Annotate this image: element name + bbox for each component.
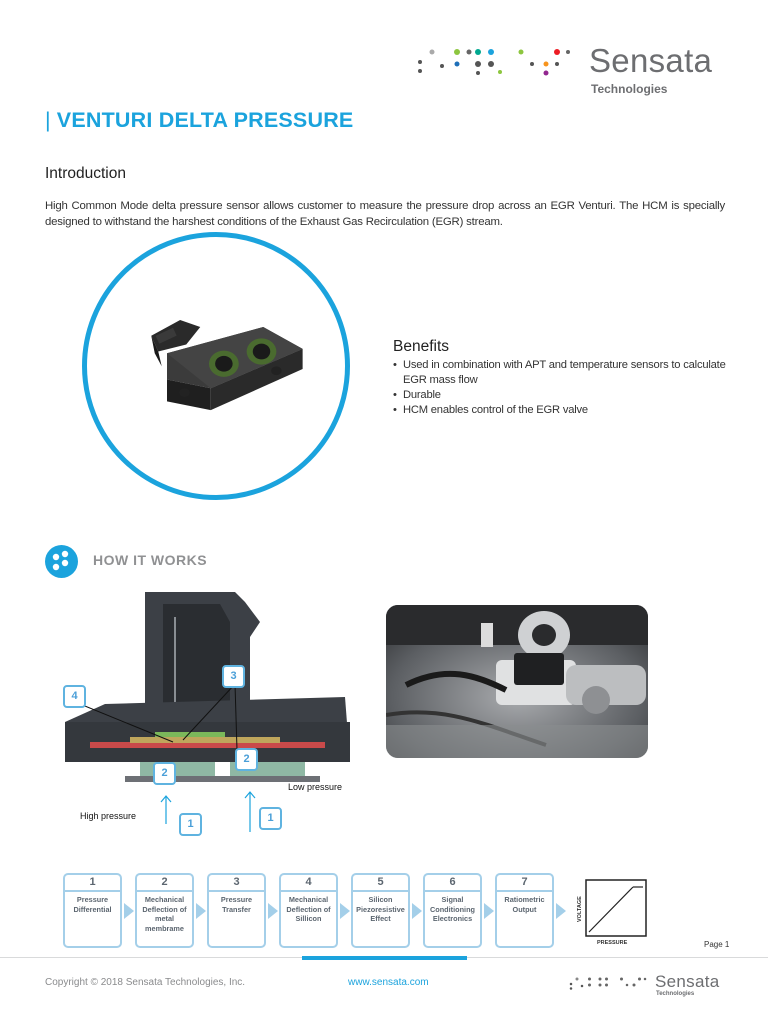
title-bar: | (45, 108, 51, 132)
brand-name: Sensata (589, 42, 713, 79)
benefits-heading: Benefits (393, 338, 450, 355)
copyright-text: Copyright © 2018 Sensata Technologies, Inc. (45, 977, 246, 988)
process-step-7 (495, 873, 554, 948)
step-number: 1 (65, 875, 120, 892)
step-label: Mechanical Deflection of Sillicon (286, 895, 331, 923)
step-label: Silicon Piezoresistive Effect (356, 895, 405, 923)
step-number: 7 (497, 875, 552, 892)
footer-accent-bar (302, 956, 467, 960)
title-text: VENTURI DELTA PRESSURE (56, 108, 354, 132)
sensata-logo (412, 42, 722, 100)
callout-2: 2 (153, 762, 176, 785)
step-number: 4 (281, 875, 336, 892)
page-title (45, 108, 353, 133)
step-label: Signal Conditioning Electronics (430, 895, 475, 923)
flow-arrow (412, 903, 422, 919)
flow-arrow (340, 903, 350, 919)
process-flow (63, 873, 663, 948)
graph-xlabel: PRESSURE (597, 940, 628, 946)
process-step-6 (423, 873, 482, 948)
process-step-1 (63, 873, 122, 948)
callout-4: 4 (63, 685, 86, 708)
footer-brand-subtitle: Technologies (656, 991, 695, 997)
footer-brand-name: Sensata (655, 972, 720, 991)
sensata-dots-logo-icon (412, 42, 582, 82)
step-number: 6 (425, 875, 480, 892)
callout-3: 3 (222, 665, 245, 688)
flow-arrow (484, 903, 494, 919)
product-circle (82, 232, 350, 500)
step-label: Mechanical Deflection of metal membrame (142, 895, 187, 933)
flow-arrow (556, 903, 566, 919)
benefits-list (393, 358, 733, 418)
how-it-works-heading: HOW IT WORKS (93, 552, 208, 568)
high-pressure-label: High pressure (80, 811, 137, 821)
flow-arrow (268, 903, 278, 919)
step-number: 3 (209, 875, 264, 892)
benefit-item: • Durable (393, 388, 733, 403)
callout-1: 1 (259, 807, 282, 830)
page-number: Page 1 (704, 940, 730, 949)
process-step-4 (279, 873, 338, 948)
benefit-item: • HCM enables control of the EGR valve (393, 403, 733, 418)
voltage-pressure-graph (575, 878, 650, 948)
sensata-dots-logo-icon (567, 974, 652, 994)
callout-1: 1 (179, 813, 202, 836)
process-step-2 (135, 873, 194, 948)
intro-heading: Introduction (45, 165, 126, 182)
footer-sensata-logo (567, 972, 722, 1000)
process-step-5 (351, 873, 410, 948)
benefit-item: • Used in combination with APT and temperature sensors to calculate EGR mass flow (393, 358, 733, 388)
engine-photo (386, 605, 648, 758)
flow-arrow (196, 903, 206, 919)
how-it-works-dots-icon (45, 545, 78, 578)
intro-paragraph: High Common Mode delta pressure sensor allows customer to measure the pressure drop across an EGR Venturi. The HCM is specially designed to withstand the harshest conditions of the Exhaust Gas Recirculation (EGR) stream. (45, 200, 725, 228)
flow-arrow (124, 903, 134, 919)
step-number: 2 (137, 875, 192, 892)
step-label: Pressure Transfer (220, 895, 253, 914)
graph-ylabel: VOLTAGE (577, 896, 583, 922)
low-pressure-label: Low pressure (288, 782, 343, 792)
process-step-3 (207, 873, 266, 948)
step-number: 5 (353, 875, 408, 892)
website-link[interactable]: www.sensata.com (348, 977, 429, 988)
brand-subtitle: Technologies (591, 82, 668, 96)
step-label: Pressure Differential (73, 895, 112, 914)
cutaway-illustration (45, 592, 365, 847)
sensor-cutaway-diagram (45, 592, 365, 847)
callout-2: 2 (235, 748, 258, 771)
sensor-product-image (132, 297, 307, 427)
step-label: Ratiometric Output (504, 895, 545, 914)
